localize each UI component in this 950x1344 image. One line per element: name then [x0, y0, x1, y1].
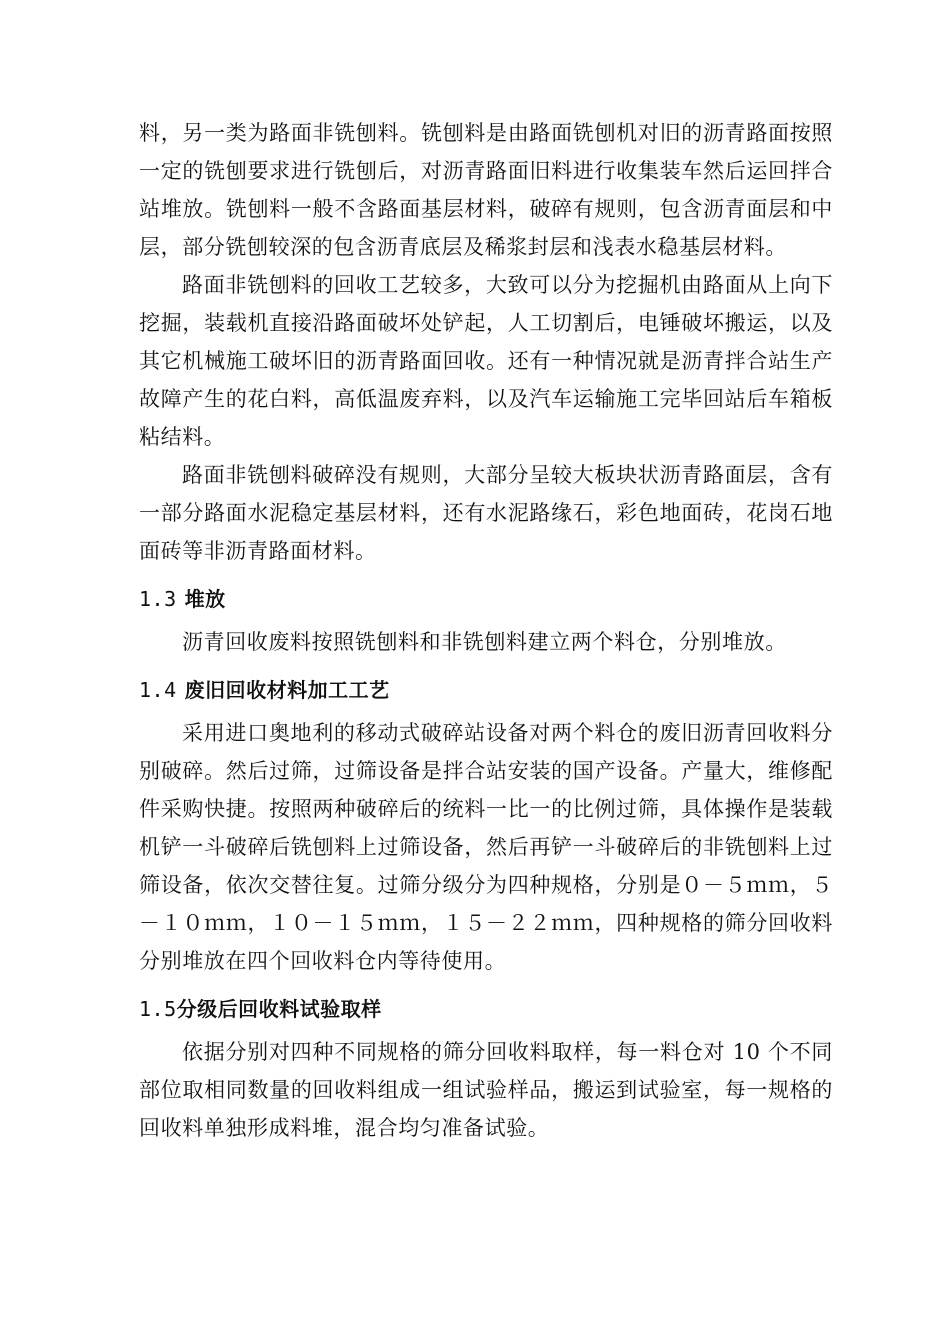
paragraph-non-milled-composition: 路面非铣刨料破碎没有规则，大部分呈较大板块状沥青路面层，含有一部分路面水泥稳定基层材料，还有水泥路缘石，彩色地面砖，花岗石地面砖等非沥青路面材料。 [139, 463, 833, 563]
section-heading-1-3 [139, 575, 833, 623]
section-title: 分级后回收料试验取样 [176, 997, 382, 1021]
paragraph-recycled-material-types: 料，另一类为路面非铣刨料。铣刨料是由路面铣刨机对旧的沥青路面按照一定的铣刨要求进行铣刨后，对沥青路面旧料进行收集装车然后运回拌合站堆放。铣刨料一般不含路面基层材料，破碎有规则，包含沥青面层和中层，部分铣刨较深的包含沥青底层及稀浆封层和浅表水稳基层材料。 [139, 121, 833, 259]
section-number: 1.4 [139, 678, 177, 702]
section-title: 堆放 [184, 587, 226, 611]
section-heading-1-4 [139, 666, 833, 714]
paragraph-processing: 采用进口奥地利的移动式破碎站设备对两个料仓的废旧沥青回收料分别破碎。然后过筛，过筛设备是拌合站安装的国产设备。产量大，维修配件采购快捷。按照两种破碎后的统料一比一的比例过筛，具体操作是装载机铲一斗破碎后铣刨料上过筛设备，然后再铲一斗破碎后的非铣刨料上过筛设备，依次交替往复。过筛分级分为四种规格，分别是０－５ｍｍ，５－１０ｍｍ，１０－１５ｍｍ，１５－２２ｍｍ，四种规格的筛分回收料分别堆放在四个回收料仓内等待使用。 [139, 721, 833, 973]
paragraph-sampling: 依据分别对四种不同规格的筛分回收料取样，每一料仓对 10 个不同部位取相同数量的回收料组成一组试验样品，搬运到试验室，每一规格的回收料单独形成料堆，混合均匀准备试验。 [139, 1040, 833, 1140]
section-number: 1.5 [139, 997, 177, 1021]
paragraph-non-milled-recovery: 路面非铣刨料的回收工艺较多，大致可以分为挖掘机由路面从上向下挖掘，装载机直接沿路面破坏处铲起，人工切割后，电锤破坏搬运，以及其它机械施工破坏旧的沥青路面回收。还有一种情况就是沥青拌合站生产故障产生的花白料，高低温废弃料，以及汽车运输施工完毕回站后车箱板粘结料。 [139, 273, 833, 449]
section-heading-1-5 [139, 985, 833, 1033]
section-number: 1.3 [139, 587, 177, 611]
section-title: 废旧回收材料加工工艺 [184, 678, 390, 702]
paragraph-stockpiling: 沥青回收废料按照铣刨料和非铣刨料建立两个料仓，分别堆放。 [182, 630, 787, 654]
document-body [139, 114, 833, 1147]
